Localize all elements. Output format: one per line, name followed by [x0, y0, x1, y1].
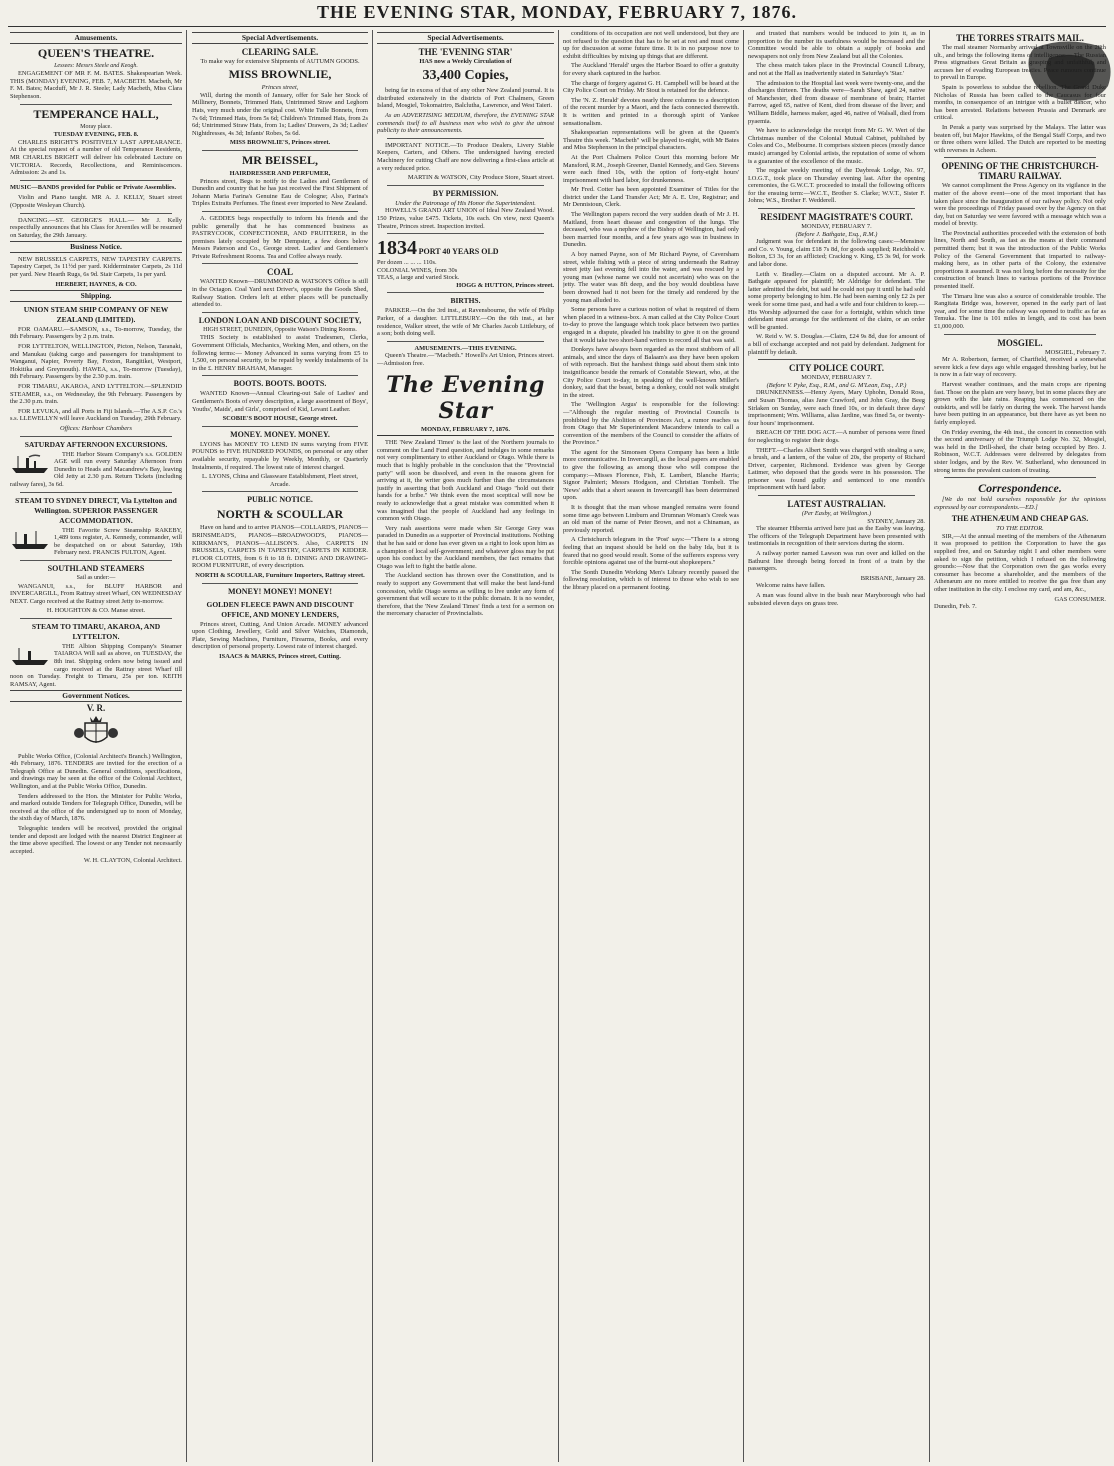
resident-court-date: MONDAY, FEBRUARY 7. — [801, 223, 872, 231]
news-para: The Provincial authorities proceeded with the extension of both lines, North and South, as fast as the means at their command permitted them; but it was the introduction of the Public Works Policy of the General Government that imparted to railway-making here, as in other parts of the Colony, the extensive proportions it assumed. It was not long before the necessity for the construction of branch lines to various portions of the Province presented itself. — [934, 229, 1106, 291]
divider — [202, 491, 358, 492]
divider — [20, 104, 172, 105]
hall-sub: Moray place. — [80, 123, 112, 130]
news-para: On Friday evening, the 4th inst., the concert in connection with the second anniversary of the Triumph Lodge No. 32, Mosgiel, was held in the Drill-shed, the chair being occupied by Bro. J. Robinson, W.C.T. Addresses were delivered by delegates from sister lodges, and by the Rev. W. Sutherland, who denounced in strong terms the prevalent custom of treating. — [934, 428, 1106, 474]
court-para: DRUNKENNESS.—Henry Ayers, Mary Uphohn, Donald Ross, and Susan Thomas, alias Jane Crawford, and John Gray, the Beeg Sirlaken on Sunday, were each fined 10s, or in default three days' imprisonment; Wm. Williams, alias Jardine, was fined 5s, or twenty-four hours' imprisonment. — [748, 389, 925, 427]
loan-body: THIS Society is established to assist Tradesmen, Clerks, Government Officials, Mechanics, Working Men, and others, on the following terms:— Money Advanced in sums varying from £5 to 1,500, on personal security, to be repaid by weekly instalments of 1s in the £. HENRY BRAHAM, Manager. — [192, 334, 368, 372]
divider — [387, 185, 544, 186]
southland-sub: Sail as under:— — [76, 574, 116, 581]
news-para: A boy named Payne, son of Mr Richard Payne, of Caversham street, while fishing with a piece of string underneath the Rattray street jetty last evening fell into the water, and was rescued by a young man (whose name we could not ascertain) who was on the jetty. The water was 8ft deep, and the boy would doubtless have been drowned had it not been for the timely aid rendered by the young man alluded to. — [563, 251, 739, 304]
brownlie-sub: Princes street, — [261, 84, 299, 92]
column-3 — [377, 30, 554, 1462]
column-rule — [929, 30, 930, 1462]
news-para: and trusted that numbers would be induced to join it, as in proportion to the number its usefulness would be increased and the Committee would be able to obtain a supply of books and newspapers not only from New Zealand but all the Colonies. — [748, 30, 925, 60]
torres-title: THE TORRES STRAITS MAIL. — [956, 33, 1084, 43]
editorial-para-1: THE 'New Zealand Times' is the last of the Northern journals to comment on the Land Fund question, and indulges in some remarks not very complimentary to either Auckland or Otago. While there is much that is highly probable in the conclusion that the "Provincial party" will soon be dissolved, and even in the reasons given for arriving at it, the writer goes much further than the circumstances justify in asserting that both Auckland and Otago "hold out their hands for a bribe." We think even the most sceptical will now be ready to acknowledge that a great mistake was committed when it was imagined that the people of Auckland had any feelings in common with Otago. — [377, 439, 554, 523]
circulation-has: HAS now a Weekly Circulation of — [419, 57, 512, 65]
carpets-body: NEW BRUSSELS CARPETS, NEW TAPESTRY CARPETS. Tapestry Carpet, 3s 11½d per yard. Kidderminster Carpets, 2s 11d per yard. New Hearth Rugs, 6s 9d. Stair Carpets, 1s per yard. — [10, 255, 182, 279]
coal-title: COAL — [266, 267, 293, 278]
circulation-body: being far in excess of that of any other New Zealand journal. It is distributed extensively in the districts of Port Chalmers, Green Island, Mosgiel, Tokomairiro, Balclutha, Lawrence, and West Taieri. — [377, 87, 554, 110]
court-para: W. Reid v. W. S. Douglas.—Claim, £24 9s 8d, due for amount of a bill of exchange accepted and not paid by defendant. Judgment for plaintiff by default. — [748, 333, 925, 356]
masthead-rule — [8, 26, 1106, 27]
port-year: 1834 — [377, 237, 417, 260]
timaru-notice: FOR TIMARU, AKAROA, AND LYTTELTON.—SPLENDID STEAMER, s.s., on Wednesday, the 9th February. Passengers by the 2.30 p.m. train. — [10, 383, 182, 406]
court-para: Leith v. Bradley.—Claim on a disputed account. Mr A. P. Bathgate appeared for plaintiff; Mr Aldridge for defendant. The latter admitted the debt, but said he could not pay it until he had sold some property belonging to him. He had been earning only £2 2s per week for some time past, and had a wife and four children to keep.—His Worship adjourned the case for a fortnight, within which time defendant must arrange for the settlement of the claim, or an order will be granted. — [748, 270, 925, 331]
coal-body: WANTED Known—DRUMMOND & WATSON'S Office is still in the Octagon. Coal Yard next Driver's, opposite the Goods Shed, Railway Station. Orders left at either places will be punctually attended to. — [192, 278, 368, 309]
column-6 — [934, 30, 1106, 1462]
scoullar-body: Have on hand and to arrive PIANOS—COLLARD'S, PIANOS—BRINSMEAD'S, PIANOS—BROADWOOD'S, PIANOS—KIRKMAN'S, PIANOS—ALLISON'S. Also, CARPETS IN BRUSSELS, CARPETS IN TAPESTRY, CARPETS IN KIDDER. FLOOR CLOTHS, from 6 ft to 18 ft. DINING AND DRAWING-ROOM FURNITURE, of every description. — [192, 524, 368, 570]
court-para: THEFT.—Charles Albert Smith was charged with stealing a saw, a brush, and a lantern, of the value of 20s, the property of Richard Driver, carpenter, Richmond. Evidence was given by George Latimer, who deposed that the goods were in his possession. The prisoner was found guilty and sentenced to one month's imprisonment with hard labor. — [748, 446, 925, 492]
column-5 — [748, 30, 925, 1462]
geddes-body: A. GEDDES begs respectfully to inform his friends and the public generally that he has commenced business as PASTRYCOOK, CONFECTIONER, AND FRUITERER, in the premises lately occupied by Mr Dempster, a few doors below Messrs Paterson and Co., George street. Ladies' and Gentlemen's Private Refreshment Rooms. Tea and Coffee always ready. — [192, 214, 368, 260]
resident-court-before: (Before J. Bathgate, Esq., R.M.) — [795, 230, 878, 238]
news-para: It is thought that the man whose mangled remains were found some time ago between Limburn and Drumnan Woman's Creek was an old man of the name of Peter Brown, and not a Chinaman, as previously reported. — [563, 504, 739, 534]
news-para: A man was found alive in the bush near Maryborough who had subsisted eleven days on grass tree. — [748, 592, 925, 607]
art-union-body: HOWELL'S GRAND ART UNION of Ideal New Zealand Wood. 150 Prizes, value £475. Tickets, 10s each. On view, next Queen's Theatre, Princes street. Inspection invited. — [377, 207, 554, 230]
column-1 — [10, 30, 182, 1462]
port-title: PORT 40 YEARS OLD — [418, 247, 499, 257]
mosgiel-date: MOSGIEL, February 7. — [1044, 348, 1106, 356]
news-para: A railway porter named Lawson was run over and killed on the Bathurst line through being forced in front of a train by the passengers. — [748, 550, 925, 573]
news-para: Harvest weather continues, and the main crops are ripening fast. Those on the plain are very heavy, but in some places they are grown with the late rains. Reaping has commenced on the outskirts, and will be fairly on during the week. The harvest hands have been putting in an appearance, but there have as yet been no fairly employed. — [934, 380, 1106, 426]
section-heading: Amusements. — [10, 32, 182, 44]
opening-title: OPENING OF THE CHRISTCHURCH-TIMARU RAILWAY. — [941, 161, 1099, 182]
column-rule — [558, 30, 559, 1462]
divider — [202, 583, 358, 584]
section-heading: Special Advertisements. — [377, 32, 554, 44]
latest-australian-title: LATEST AUSTRALIAN. — [787, 499, 886, 510]
section-heading: Business Notice. — [10, 241, 182, 253]
hall-date: TUESDAY EVENING, FEB. 8. — [53, 131, 139, 139]
divider — [20, 492, 172, 493]
excursion-body: THE Harbor Steam Company's s.s. GOLDEN AGE will run every Saturday Afternoon from Dunedin to Heads and Macandrew's Bay, leaving Old Jetty at 2.30 p.m. Return Tickets (including railway fares), 3s 6d. — [10, 450, 182, 488]
news-para: The chess match takes place in the Provincial Council Library, and not at the Hall as inadvertently stated in Saturday's 'Star.' — [748, 62, 925, 77]
beissel-body: Princes street, Begs to notify to the Ladies and Gentlemen of Dunedin and country that he has just received the First Shipment of Johann Maria Farina's Genuine Eau de Cologne; Also, Farina's Triples Extraits Perfumes. The finest ever imported to New Zealand. — [192, 177, 368, 208]
section-heading: Government Notices. — [10, 690, 182, 702]
news-para: The charge of forgery against G. H. Campbell will be heard at the City Police Court on Friday. Mr Stout is retained for the defence. — [563, 79, 739, 95]
news-para: The Sonth Dunedin Working Men's Library recently passed the following resolution, which is of interest to those who wish to see the library placed on a permanent footing. — [563, 568, 739, 591]
section-heading: Shipping. — [10, 290, 182, 302]
column-rule — [186, 30, 187, 1462]
letter-date: Dunedin, Feb. 7. — [934, 603, 977, 611]
levuka-notice: FOR LEVUKA, and all Ports in Fiji Islands.—The A.S.P. Co.'s s.s. LLEWELLYN will leave Auckland on Tuesday, 29th February. — [10, 407, 182, 423]
govt-vr: V. R. — [86, 703, 106, 714]
carpets-firm: HERBERT, HAYNES, & CO. — [55, 280, 137, 288]
correspondence-title: Correspondence. — [978, 481, 1062, 496]
divider — [944, 157, 1096, 158]
music-body: Violin and Piano taught. MR A. J. KELLY, Stuart street (Opposite Wesleyan Church). — [10, 194, 182, 209]
mosgiel-title: MOSGIEL. — [997, 337, 1043, 348]
boots-footer: SCOBIE'S BOOT HOUSE, George street. — [222, 415, 338, 423]
sydney-title: STEAM TO SYDNEY DIRECT, Via Lyttelton and Wellington. SUPERIOR PASSENGER ACCOMMODATION. — [15, 495, 177, 525]
column-2 — [192, 30, 368, 1462]
scoullar-footer: NORTH & SCOULLAR, Furniture Importers, Rattray street. — [195, 571, 365, 579]
govt-body-2: Tenders addressed to the Hon. the Minister for Public Works, and marked outside Tenders for Telegraph Office, Dunedin, will be received at the office of the undersigned up to noon of Monday, the sixth day of March, 1876. — [10, 792, 182, 823]
letter-title: THE ATHENÆUM AND CHEAP GAS. — [951, 514, 1089, 524]
dancing-body: DANCING.—ST. GEORGE'S HALL.— Mr J. Kelly respectfully announces that his Class for Juveniles will be resumed on Saturday, the 29th January. — [10, 216, 182, 239]
boots-title: BOOTS. BOOTS. BOOTS. — [233, 379, 327, 389]
public-notice-title: PUBLIC NOTICE. — [247, 495, 313, 505]
divider — [202, 375, 358, 376]
martin-sign: MARTIN & WATSON, City Produce Store, Stuart street. — [407, 174, 554, 182]
divider — [387, 138, 544, 139]
loan-sub: HIGH STREET, DUNEDIN, Opposite Watson's Dining Rooms. — [203, 326, 357, 333]
divider — [20, 436, 172, 437]
divider — [202, 426, 358, 427]
divider — [387, 292, 544, 293]
divider — [202, 211, 358, 212]
court-para: BREACH OF THE DOG ACT.—A number of persons were fined for neglecting to register their dogs. — [748, 429, 925, 444]
money-title: MONEY. MONEY. MONEY. — [230, 429, 330, 439]
circulation-number: 33,400 Copies, — [422, 68, 509, 84]
clearing-intro: To make way for extensive Shipments of AUTUMN GOODS. — [200, 57, 360, 65]
govt-sign: W. H. CLAYTON, Colonial Architect. — [83, 857, 182, 865]
permission-sub: Under the Patronage of His Honor the Superintendent. — [395, 199, 536, 207]
port-sign: HOGG & HUTTON, Princes street. — [456, 281, 554, 289]
news-para: Mr Fred. Cotter has been appointed Examiner of Titles for the district under the Land Transfer Act; Mr A. E. Ure, Registrar; and Mr Dennistoun, Clerk. — [563, 186, 739, 209]
govt-body-3: Telegraphic tenders will be received, provided the original tender and deposit are lodged with the nearest District Engineer at the time above specified. The lowest or any Tender not necessarily accepted. — [10, 824, 182, 855]
divider — [944, 477, 1096, 478]
section-heading: Special Advertisements. — [192, 32, 368, 44]
city-court-title: CITY POLICE COURT. — [789, 363, 884, 374]
port-line-2: COLONIAL WINES, from 30s — [377, 266, 458, 274]
offices-line: Offices: Harbour Chambers — [59, 424, 133, 432]
news-para: The mail steamer Normanby arrived at Townsville on the 28th ult., and brings the following items of intelligence:— The Russian Press stigmatises Great Britain as grasping and unfaithful, and accuses her of evading European treaties. Peace rumours continue to prevail in Europe. — [934, 44, 1106, 82]
letter-to: TO THE EDITOR. — [996, 525, 1044, 533]
news-para: The regular weekly meeting of the Daybreak Lodge, No. 97, I.O.G.T., took place on Thursday evening last. After the opening ceremonies, the G.W.C.T. proceeded to install the following officers for the ensuing term:—W.C.T., Brother S. Clarke; W.V.T., Sister F. Johns; W.S., Brother F. Wedderell. — [748, 167, 925, 205]
editorial-para-2: Very rash assertions were made when Sir George Grey was paraded in Dunedin as a supporter of Provincial institutions. Nothing that he has said or done has ever given us a right to look upon him as a champion of local self-government; and whatever gloss may be put upon his conduct by the Auckland members, the fact remains that Otago was left to fight the battle alone. — [377, 524, 554, 570]
loan-title: LONDON LOAN AND DISCOUNT SOCIETY, — [198, 315, 362, 325]
news-para: The 'Wellington Argus' is responsible for the following:—"Although the regular meeting of Provincial Councils is prohibited by the Abolition of Provinces Act, a rumor reaches us from Otago that Mr Superintendent Macandrew intends to call a convention of the members of the Council to consider the affairs of the Province." — [563, 401, 739, 447]
divider — [944, 334, 1096, 335]
southland-title: SOUTHLAND STEAMERS — [47, 563, 145, 573]
hall-title: TEMPERANCE HALL, — [33, 106, 159, 121]
lyons-sign: L. LYONS, China and Glassware Establishment, Fleet street, Arcade. — [201, 473, 359, 488]
circulation-note: As an ADVERTISING MEDIUM, therefore, the EVENING STAR commends itself to all business men who wish to give the utmost publicity to their announcements. — [377, 111, 554, 135]
beissel-sub: HAIRDRESSER AND PERFUMER, — [229, 169, 331, 177]
divider — [387, 233, 544, 234]
divider — [202, 263, 358, 264]
divider — [202, 312, 358, 313]
amusements-title: AMUSEMENTS.—THIS EVENING. — [414, 344, 517, 352]
divider — [758, 495, 915, 496]
news-para: We have to acknowledge the receipt from Mr G. W. Wert of the Christmas number of the Colonial Mutual Cabinet, published by Coles and Co., Melbourne. It comprises sixteen pieces (mostly dance music) arranged by Colonial artists, the reputation of some of whom is a guarantee of the excellence of the music. — [748, 127, 925, 165]
steamship-icon — [10, 645, 50, 667]
money-body: LYONS has MONEY TO LEND IN sums varying from FIVE POUNDS to FIVE HUNDRED POUNDS, on personal or any other available security, repayable by Weekly, Monthly, or Quarterly Instalments, if required. The lowest rate of interest charged. — [192, 440, 368, 471]
theatre-title: QUEEN'S THEATRE. — [37, 45, 155, 60]
column-rule — [372, 30, 373, 1462]
divider — [20, 618, 172, 619]
news-para: In Perak a party was surprised by the Malays. The latter was beaten off, but Major Hawkins, of the Bengal Staff Corps, and two or three others were killed. The Dutch are reported to be meeting with reverses in Acheen. — [934, 123, 1106, 154]
city-court-before: (Before V. Pyke, Esq., R.M., and G. M'Lean, Esq., J.P.) — [766, 381, 907, 389]
theatre-lessees: Lessees: Messrs Steele and Keogh. — [54, 62, 138, 69]
editorial-para-3: The Auckland section has thrown over the Constitution, and is ready to support any Government that will make the best land-fund concession, while Otago seems as willing to live under any form of government that will secure to it the public domain. It is no wonder, therefore, that the 'New Zealand Times' finds a text for a sermon on the mercenary character of Provincialists. — [377, 572, 554, 618]
divider — [387, 341, 544, 342]
news-para: The 'N. Z. Herald' devotes nearly three columns to a description of the recent murder by a Maori, and the facts connected therewith. It is written and printed in a thorough spirit of Yankee sensationalism. — [563, 96, 739, 127]
births-body: PARKER.—On the 3rd inst., at Ravensbourne, the wife of Philip Parker, of a daughter. LITTLEBURY.—On the 6th inst., at her residence, Walker street, the wife of Mr Charles Jacob Littlebury, of a son; both doing well. — [377, 307, 554, 338]
divider — [20, 180, 172, 181]
pawn-body: Princes street, Cutting, And Union Arcade. MONEY advanced upon Clothing, Jewellery, Gold and Silver Watches, Diamonds, Plate, Sewing Machines, Furniture, Firearms, Books, and every description of personal property. Lowest rate of interest charged. — [192, 620, 368, 651]
news-para: We cannot compliment the Press Agency on its vigilance in the matter of the above event—one of the most important that has taken place since the inauguration of our railway policy. Not only were the proceedings of Friday passed over by the Agency on that day, but on Saturday we were favored with a message which was a model of brevity. — [934, 182, 1106, 228]
births-title: BIRTHS. — [450, 296, 481, 306]
letter-sign: GAS CONSUMER. — [1054, 595, 1106, 603]
brownlie-title: MISS BROWNLIE, — [228, 67, 332, 82]
clearing-title: CLEARING SALE. — [241, 46, 319, 57]
divider — [758, 208, 915, 209]
column-4 — [563, 30, 739, 1462]
houghton-sign: H. HOUGHTON & CO. Manse street. — [46, 607, 146, 615]
martin-body: IMPORTANT NOTICE.—To Produce Dealers, Livery Stable Keepers, Carters, and Others. The undersigned having erected Machinery for cutting Chaff are now delivering a first-class article at a very reduced price. — [377, 141, 554, 172]
news-para: The agent for the Simonsen Opera Company has been a little more communicative. In Invercargill, as the local papers are enabled to give the following as among those who will compose the company:—Misses Florence, Fish, E. Lambert, Blanche Harris; Signor Palmieri; Messrs Hodgson, and Christian Tombeli. The 'News' adds that a short season in Invercargill has been determined upon. — [563, 448, 739, 502]
letter-body: SIR,—At the annual meeting of the members of the Athenæum it was proposed to petition the Corporation to have the gas supplied free, and on Saturday night I and other members were asked to sign the petition, which I refused on the following grounds:—Now that the Corporation own the gas works every consumer has become a shareholder, and the members of the Athenæum are no more entitled to receive the gas free than any other institution in the city. I enclose my card, and am, &c., — [934, 532, 1106, 594]
news-para: The Timaru line was also a source of considerable trouble. The Rangitata Bridge was, however, opened in the early part of last year, and for some time the railway was opened to traffic as far as Temuka. The line is 101 miles in length, and its cost has been £1,000,000. — [934, 292, 1106, 330]
sydney-body: THE Favorite Screw Steamship RAKEBY, 1,489 tons register, A. Kennedy, commander, will be despatched on or about Saturday, 19th February next. FRANCIS FULTON, Agent. — [54, 526, 182, 557]
news-para: Welcome rains have fallen. — [756, 582, 826, 590]
port-line-3: TEAS, a large and varied Stock. — [377, 274, 460, 282]
news-para: Donkeys have always been regarded as the most stubborn of all animals, and since the days of Balaam's ass they have been spoken of with reproach. But the harshest things said about them sink into insignificance beside the remark of Constable Stewart, who, at the City Police Court to-day, in speaking of the well-known Miller's donkey, said that the beast, being a donkey, could not walk straight in the street. — [563, 346, 739, 399]
news-para: The Wellington papers record the very sudden death of Mr J. H. Maitland, from heart disease and congestion of the lungs. The deceased, who was a nephew of the Bishop of Wellington, had only been married four months, and a few years ago was in business in Dunedin. — [563, 211, 739, 249]
scoullar-title: NORTH & SCOULLAR — [216, 507, 344, 522]
usc-title: UNION STEAM SHIP COMPANY OF NEW ZEALAND (LIMITED). — [23, 304, 169, 324]
news-para: conditions of its occupation are not well understood, but they are not refused to the question that has to be set at rest and must come up for discussion at some future time. It is in no purpose now to exhibit difficulties by mixing up things that are different. — [563, 30, 739, 60]
oamaru-notice: FOR OAMARU.—SAMSON, s.s., To-morrow, Tuesday, the 8th February. Passengers by 2 p.m. train. — [10, 325, 182, 341]
timaru2-title: STEAM TO TIMARU, AKAROA, AND LYTTELTON. — [31, 621, 161, 641]
divider — [758, 359, 915, 360]
theatre-body: ENGAGEMENT OF MR F. M. BATES. Shakespearian Week. THIS (MONDAY) EVENING, FEB. 7, MACBETH. Macbeth, Mr F. M. Bates; Macduff, Mr J. R. Steele; Lady Macbeth, Miss Clara Stephenson. — [10, 70, 182, 100]
latest-australian-sub: (Per Easby, at Wellington.) — [801, 510, 872, 518]
lyttelton-notice: FOR LYTTELTON, WELLINGTON, Picton, Nelson, Taranaki, and Manukau (taking cargo and passengers for transhipment to Wanganui, Napier, Poverty Bay, Foxton, Rangitikei, Westport, Hokitika and Greymouth). HAWEA, s.s., To-morrow (Tuesday), 8th February. Passengers by the 2.30 p.m. train. — [10, 343, 182, 381]
govt-body: Public Works Office, (Colonial Architect's Branch.) Wellington, 4th February, 1876. TENDERS are invited for the erection of a Telegraph Office at Dunedin. General conditions, specifications, and drawings may be seen at the office of the Colonial Architect, Wellington, and at the Public Works Office, Dunedin. — [10, 752, 182, 790]
brownlie-body: Will, during the month of January, offer for Sale her Stock of Millinery, Bonnets, Trimmed Hats, Untrimmed Straw and Leghorn Hats, very much under the original cost. White Tulle Bonnets, from 7s 6d; Trimmed Hats, from 5s 6d; Children's Trimmed Hats, from 2s 6d; Untrimmed Straw Hats, from 1s; Ladies' Drawers, 2s 3d; Ladies' Nightdresses, 4s 3d; Infants' Robes, 5s 6d. — [192, 91, 368, 137]
news-para: Some persons have a curious notion of what is required of them when placed in a witness-box. A man called at the City Police Court to-day to prove the language which took place between two parties engaged in a dispute, pleaded his inability to give it on the ground that it would take two short-hand writers to record all that was said. — [563, 306, 739, 344]
news-para: Spain is powerless to subdue the rebellion. The Grand Duke Nicholas of Russia has been called to the Caucasus for four months, in consequence of an intrigue with a bullet dancer, who has been arrested. Relations between Prussia and Denmark are critical. — [934, 83, 1106, 122]
news-para: Mr A. Robertson, farmer, of Chartfield, received a somewhat severe kick a few days ago while engaged threshing barley, but he is now in a fair way of recovery. — [934, 356, 1106, 379]
news-para: The steamer Hibernia arrived here just as the Easby was leaving. The officers of the Telegraph Department have been presented with testimonials in recognition of their services during the storm. — [748, 525, 925, 548]
column-rule — [743, 30, 744, 1462]
divider — [20, 213, 172, 214]
city-court-date: MONDAY, FEBRUARY 7. — [801, 374, 872, 382]
news-para: At the Port Chalmers Police Court this morning before Mr Mansford, R.M., Joseph Greener, Daniel Kennedy, and Geo. Stevens were each fined 10s, with the option of forty-eight hours' imprisonment with hard labor, for drunkenness. — [563, 153, 739, 184]
music-title: MUSIC—BANDS provided for Public or Private Assemblies. — [10, 183, 176, 191]
divider — [20, 560, 172, 561]
excursion-title: SATURDAY AFTERNOON EXCURSIONS. — [24, 439, 168, 449]
permission-title: BY PERMISSION. — [432, 188, 499, 198]
correspondence-note: [We do not hold ourselves responsible for the opinions expressed by our correspondents.—ED.] — [934, 496, 1106, 511]
circulation-title: THE 'EVENING STAR' — [418, 46, 513, 57]
resident-court-title: RESIDENT MAGISTRATE'S COURT. — [760, 212, 913, 223]
hall-body: CHARLES BRIGHT'S POSITIVELY LAST APPEARANCE. At the special request of a number of old Temperance Residents, MR CHARLES BRIGHT will deliver his celebrated Lecture on VICTORIA. Records, Recollections, and Reminiscences. Admission: 2s and 1s. — [10, 138, 182, 177]
boots-body: WANTED Known—Annual Clearing-out Sale of Ladies' and Gentlemen's Boots of every description, a large assortment of Boys', Youths', Maids', and Girls', comprised of Kid, Levant Leather. — [192, 390, 368, 413]
news-para: The Auckland 'Herald' urges the Harbor Board to offer a gratuity for every shark captured in the harbor. — [563, 62, 739, 77]
news-para: The admission to the Hospital last week were twenty-one, and the discharges thirteen. The deaths were—Sarah Shaw, aged 24, native of Manchester, died from disease of membrane of brain; Harriet Farrow, aged 65, native of Kent, died from disease of the liver; and William Biddle, harness maker, aged 46, native of Walsall, died from pyaemia. — [748, 79, 925, 125]
dateline-sydney: SYDNEY, January 28. — [867, 517, 925, 525]
dateline-brisbane: BRISBANE, January 28. — [860, 574, 925, 582]
news-para: A Christchurch telegram in the 'Post' says:—"There is a strong feeling that an inquest should be held on the baby Ida, but it is feared that no good would result. Some of the sufferers express very forcible opinions against use of the burnt-out shopkeepers." — [563, 536, 739, 567]
news-para: Shakespearian representations will be given at the Queen's Theatre this week. "Macbeth" will be played to-night, with Mr Bates and Miss Stephenson in the principal characters. — [563, 129, 739, 152]
wanganui-notice: WANGANUI, s.s., for BLUFF HARBOR and INVERCARGILL, From Rattray street Wharf, ON WEDNESDAY NEXT. Cargo received at the Rattray street Jetty to-morrow. — [10, 582, 182, 605]
court-para: Judgment was for defendant in the following cases:—Mensinee and Co. v. Young, claim £18 7s 8d, for goods supplied; Reichhold v. Bolton, £3 3s, for an afflicted; Cracking v. King, £5 3s 9d, for work and labor done. — [748, 238, 925, 269]
masthead: THE EVENING STAR, MONDAY, FEBRUARY 7, 1876. — [316, 2, 798, 22]
divider — [202, 150, 358, 151]
timaru2-body: THE Albion Shipping Company's Steamer TAIAROA Will sail as above, on TUESDAY, the 8th inst. Shipping orders now being issued and cargo received at the Rattray street Wharf till noon on Tuesday. Freight to Timaru, 25s per ton. KEITH RAMSAY, Agent. — [10, 642, 182, 688]
royal-crest-icon — [73, 715, 119, 751]
beissel-title: MR BEISSEL, — [241, 152, 319, 167]
pawn-sign: ISAACS & MARKS, Princes street, Cutting. — [219, 652, 341, 660]
pawn-title: GOLDEN FLEECE PAWN AND DISCOUNT OFFICE, AND MONEY LENDERS, — [206, 599, 354, 619]
brownlie-footer: MISS BROWNLIE'S, Princes street. — [229, 139, 331, 147]
port-line-1: Per dozen ... ... ... 110s. — [377, 259, 437, 267]
money2-title: MONEY! MONEY! MONEY! — [228, 586, 332, 596]
amusements-body: Queen's Theatre.—"Macbeth." Howell's Art Union, Princes street.—Admission free. — [377, 352, 554, 368]
dateline: MONDAY, FEBRUARY 7, 1876. — [377, 426, 554, 437]
paper-nameplate: The Evening Star — [386, 371, 545, 424]
steamship-icon — [10, 453, 50, 475]
steamship-icon — [10, 529, 50, 551]
